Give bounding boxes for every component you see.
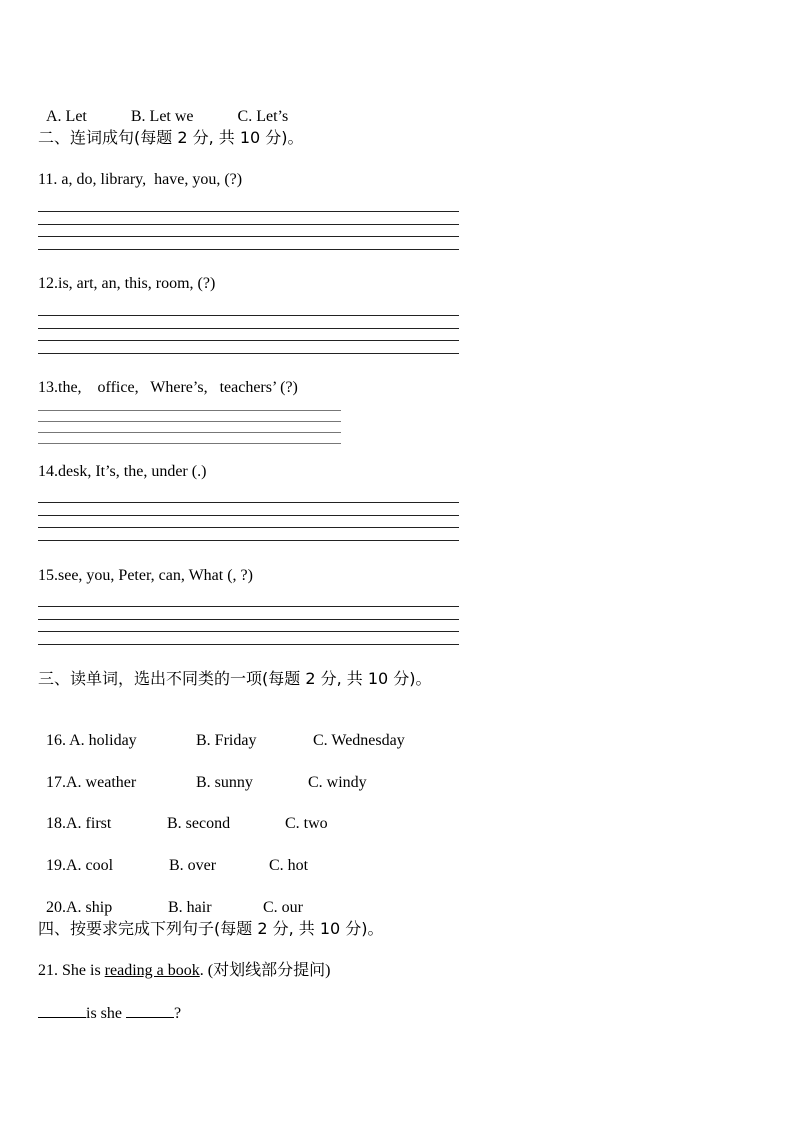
answer-line	[38, 631, 459, 632]
section-4-heading: 四、按要求完成下列句子(每题 2 分, 共 10 分)。	[38, 919, 384, 938]
section-3-heading: 三、读单词，选出不同类的一项(每题 2 分, 共 10 分)。	[38, 669, 432, 688]
question-16	[38, 711, 405, 751]
option-b: B. Let we	[130, 108, 194, 125]
option-a: 17.A. weather	[46, 774, 137, 791]
question-18	[38, 794, 328, 834]
section-2-heading: 二、连词成句(每题 2 分, 共 10 分)。	[38, 128, 304, 147]
option-a: 16. A. holiday	[46, 732, 137, 749]
answer-line	[38, 540, 459, 541]
answer-line	[38, 328, 459, 329]
answer-line	[38, 410, 341, 411]
answer-line	[38, 353, 459, 354]
answer-line	[38, 211, 459, 212]
option-a: A. Let	[46, 108, 87, 125]
question-21	[38, 961, 330, 981]
question-17	[38, 753, 367, 793]
options-row-10	[38, 87, 288, 127]
option-b: B. hair	[168, 899, 212, 916]
answer-line	[38, 443, 341, 444]
question-15: 15.see, you, Peter, can, What (, ?)	[38, 567, 253, 584]
option-a: 19.A. cool	[46, 857, 114, 874]
answer-line	[38, 619, 459, 620]
option-c: C. windy	[308, 774, 367, 791]
question-12: 12.is, art, an, this, room, (?)	[38, 275, 216, 292]
question-21-prefix: 21. She is	[38, 962, 105, 979]
option-b: B. sunny	[196, 774, 253, 791]
option-b: B. second	[167, 815, 231, 832]
answer-text: is she	[86, 1005, 126, 1022]
option-c: C. hot	[269, 857, 309, 874]
option-c: C. two	[285, 815, 328, 832]
answer-line	[38, 527, 459, 528]
question-19	[38, 836, 308, 876]
answer-line	[38, 432, 341, 433]
underlined-phrase: reading a book	[104, 962, 200, 979]
answer-end: ?	[174, 1005, 182, 1022]
answer-line	[38, 515, 459, 516]
answer-line	[38, 421, 341, 422]
question-13: 13.the, office, Where’s, teachers’ (?)	[38, 379, 298, 396]
option-b: B. over	[169, 857, 217, 874]
question-20	[38, 878, 303, 918]
option-a: 18.A. first	[46, 815, 112, 832]
answer-line	[38, 606, 459, 607]
option-c: C. Wednesday	[313, 732, 405, 749]
answer-line	[38, 644, 459, 645]
answer-line	[38, 249, 459, 250]
answer-21	[38, 1003, 181, 1024]
answer-blank-2[interactable]	[126, 1003, 174, 1018]
question-11: 11. a, do, library, have, you, (?)	[38, 171, 243, 188]
answer-line	[38, 315, 459, 316]
answer-line	[38, 502, 459, 503]
option-a: 20.A. ship	[46, 899, 113, 916]
answer-blank-1[interactable]	[38, 1003, 86, 1018]
answer-line	[38, 340, 459, 341]
option-b: B. Friday	[196, 732, 257, 749]
option-c: C. our	[263, 899, 303, 916]
question-21-instruction: . (对划线部分提问)	[199, 962, 331, 979]
answer-line	[38, 236, 459, 237]
answer-line	[38, 224, 459, 225]
option-c: C. Let’s	[237, 108, 289, 125]
question-14: 14.desk, It’s, the, under (.)	[38, 463, 207, 480]
